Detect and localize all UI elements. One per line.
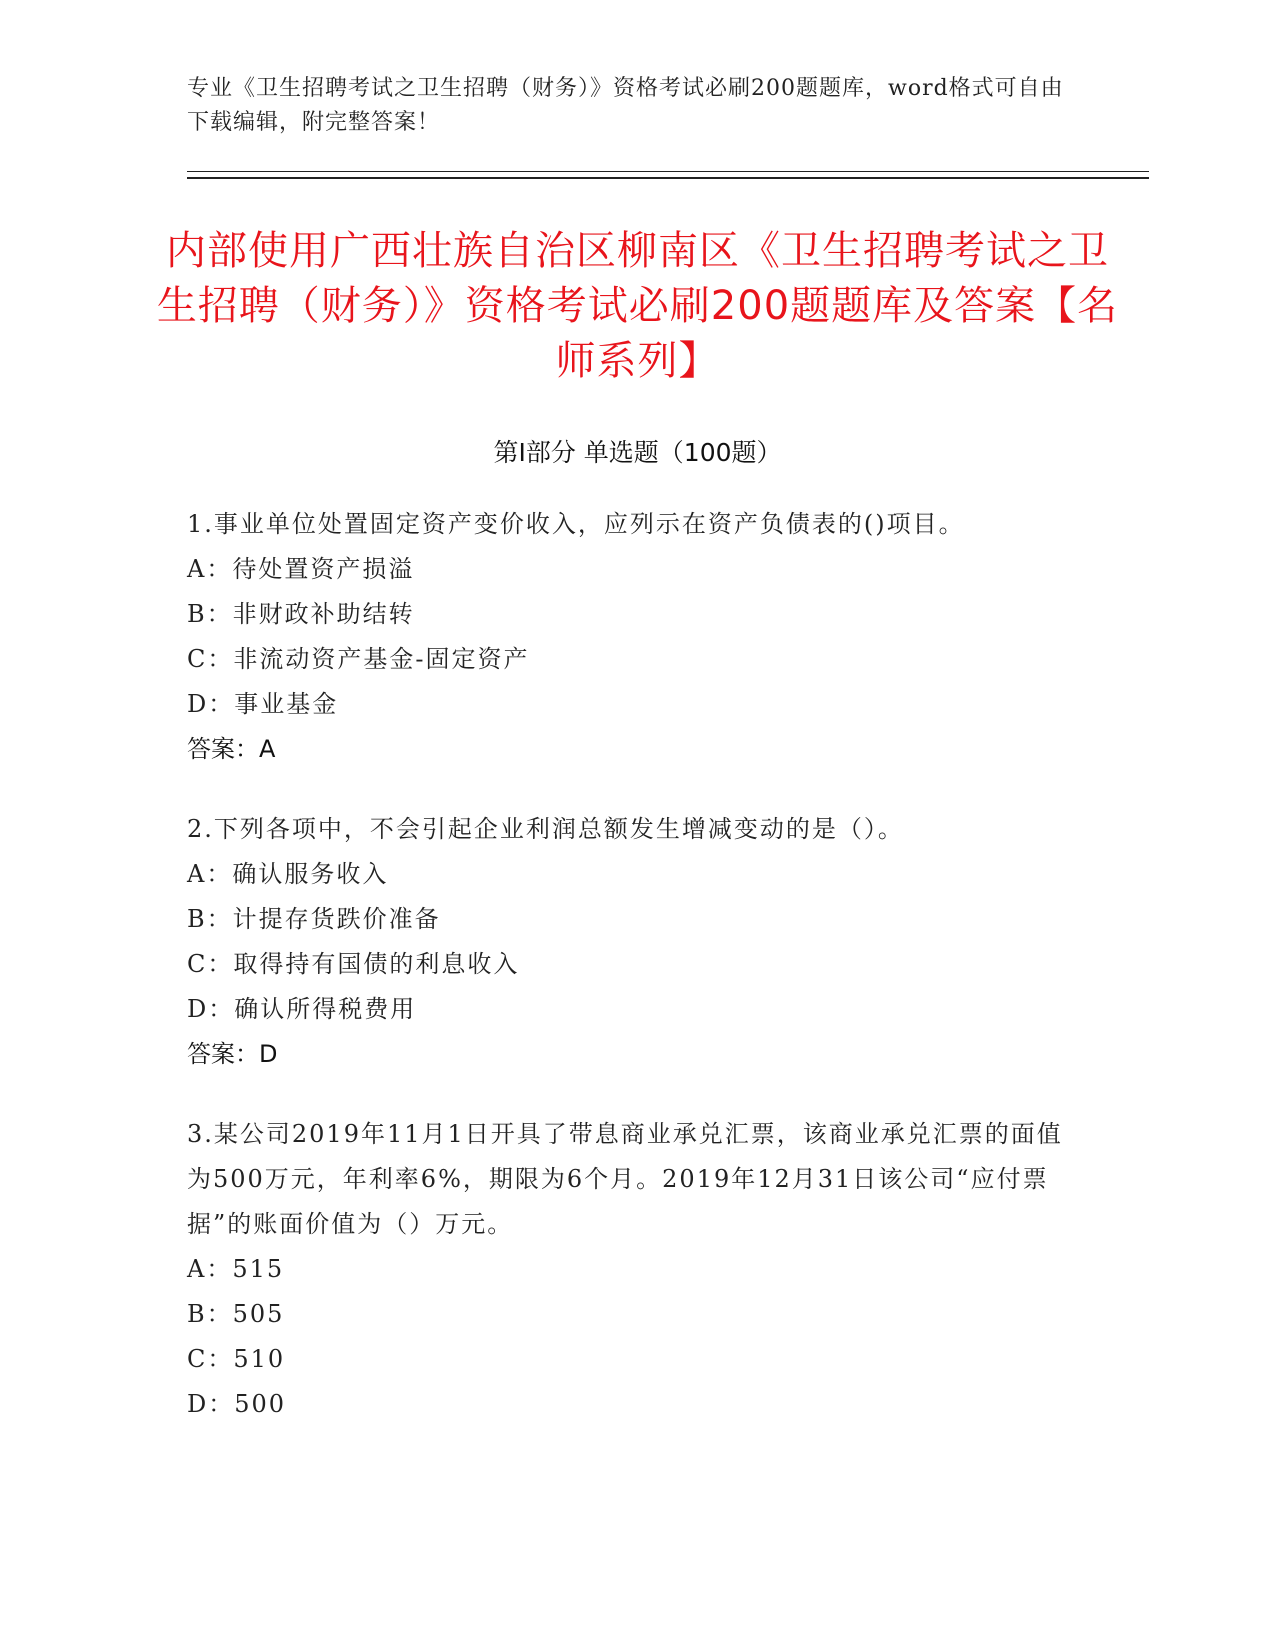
answer-line: 答案：A bbox=[187, 735, 276, 763]
option-d: D：事业基金 bbox=[187, 690, 339, 718]
option-a: A：515 bbox=[187, 1255, 285, 1283]
option-d: D：500 bbox=[187, 1390, 287, 1418]
option-a: A：待处置资产损溢 bbox=[187, 555, 415, 583]
option-c: C：取得持有国债的利息收入 bbox=[187, 950, 520, 978]
option-b: B：非财政补助结转 bbox=[187, 600, 415, 628]
question-3 bbox=[187, 1112, 1087, 1427]
section-heading: 第I部分 单选题（100题） bbox=[493, 438, 782, 467]
option-c: C：510 bbox=[187, 1345, 286, 1373]
option-d: D：确认所得税费用 bbox=[187, 995, 417, 1023]
question-stem: 2.下列各项中，不会引起企业利润总额发生增减变动的是（）。 bbox=[187, 815, 904, 843]
header-divider-thick bbox=[187, 177, 1149, 179]
question-1 bbox=[187, 502, 1087, 772]
option-c: C：非流动资产基金-固定资产 bbox=[187, 645, 530, 673]
document-title: 内部使用广西壮族自治区柳南区《卫生招聘考试之卫生招聘（财务）》资格考试必刷200题题库及答案【名师系列】 bbox=[156, 228, 1119, 384]
option-b: B：505 bbox=[187, 1300, 285, 1328]
header-divider-thin bbox=[187, 171, 1149, 172]
option-b: B：计提存货跌价准备 bbox=[187, 905, 441, 933]
option-a: A：确认服务收入 bbox=[187, 860, 389, 888]
header-note: 专业《卫生招聘考试之卫生招聘（财务）》资格考试必刷200题题库，word格式可自由下载编辑，附完整答案！ bbox=[187, 76, 1064, 135]
answer-line: 答案：D bbox=[187, 1040, 278, 1068]
question-2 bbox=[187, 807, 1087, 1077]
question-stem: 3.某公司2019年11月1日开具了带息商业承兑汇票，该商业承兑汇票的面值为500万元，年利率6%，期限为6个月。2019年12月31日该公司“应付票据”的账面价值为（）万元。 bbox=[187, 1120, 1063, 1238]
question-stem: 1.事业单位处置固定资产变价收入，应列示在资产负债表的()项目。 bbox=[187, 510, 965, 538]
